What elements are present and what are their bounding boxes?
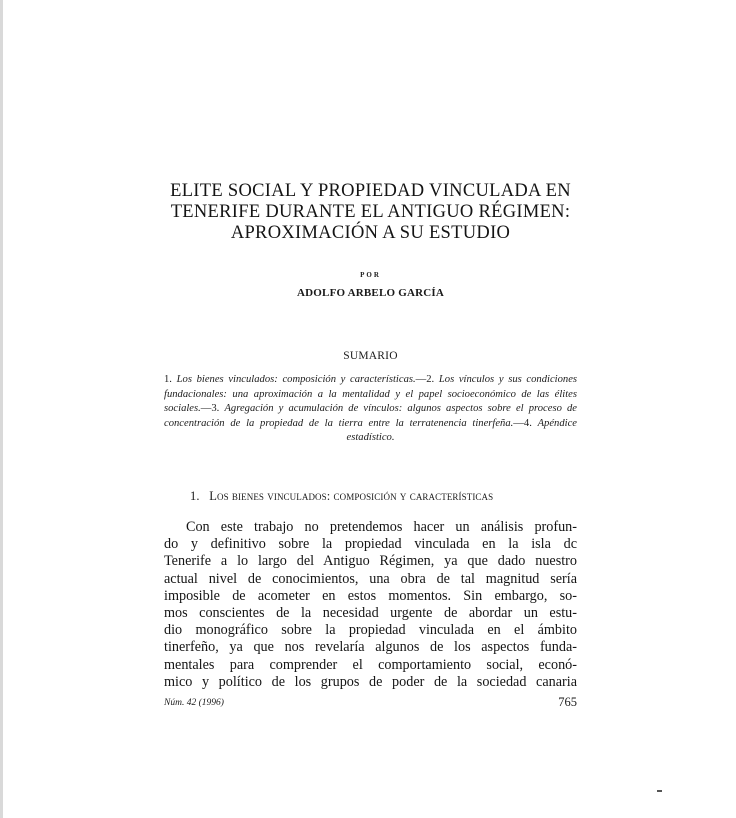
summary-item-text: Los vínculos y sus condiciones fundacionales: una aproximación a la mentalidad y el papel socioeconómico de las élites sociales. bbox=[164, 374, 578, 414]
section-heading bbox=[190, 489, 493, 504]
summary-item-number: 1. bbox=[164, 374, 177, 385]
byline-prefix: POR bbox=[360, 271, 381, 279]
summary-item-text: Agregación y acumulación de vínculos: algunos aspectos sobre el proceso de concentración de la propiedad de la tierra entre la terratenencia tinerfeña. bbox=[164, 403, 577, 429]
section-title: Los bienes vinculados: composición y características bbox=[209, 489, 494, 503]
body-paragraph bbox=[164, 519, 577, 691]
title-line: TENERIFE DURANTE EL ANTIGUO RÉGIMEN: bbox=[170, 202, 571, 222]
article-title bbox=[164, 181, 577, 244]
body-line: mico y político de los grupos de poder de la sociedad canaria bbox=[164, 673, 577, 690]
summary-item-text: Apéndice estadístico. bbox=[346, 417, 577, 443]
title-line: APROXIMACIÓN A SU ESTUDIO bbox=[230, 223, 511, 243]
summary-item-number: —4. bbox=[513, 417, 538, 429]
body-line: Con este trabajo no pretendemos hacer un análisis profun- bbox=[186, 519, 577, 535]
author-name: ADOLFO ARBELO GARCÍA bbox=[296, 287, 445, 299]
page-number: 765 bbox=[558, 695, 577, 709]
summary-text bbox=[164, 373, 577, 446]
body-line: do y definitivo sobre la propiedad vinculada en la isla dc bbox=[164, 536, 577, 553]
summary-item-number: —3. bbox=[200, 403, 225, 414]
issue-label: Núm. 42 (1996) bbox=[164, 698, 224, 708]
scan-speck bbox=[657, 790, 662, 792]
page-left-edge bbox=[0, 0, 3, 818]
body-line: dio monográfico sobre la propiedad vinculada en el ámbito bbox=[164, 622, 577, 639]
summary-item-text: Los bienes vinculados: composición y características. bbox=[176, 374, 416, 385]
body-line: Tenerife a lo largo del Antiguo Régimen, ya que dado nuestro bbox=[164, 553, 577, 570]
body-line: mentales para comprender el comportamiento social, econó- bbox=[164, 656, 577, 673]
section-number: 1. bbox=[190, 489, 200, 503]
summary-item-number: —2. bbox=[415, 374, 439, 385]
summary-heading: SUMARIO bbox=[343, 350, 398, 362]
title-line: ELITE SOCIAL Y PROPIEDAD VINCULADA EN bbox=[170, 181, 571, 201]
body-line: imposible de acometer en estos momentos. Sin embargo, so- bbox=[164, 587, 577, 604]
body-line: actual nivel de conocimientos, una obra de tal magnitud sería bbox=[164, 570, 577, 587]
document-page bbox=[164, 0, 577, 818]
body-line: tinerfeño, ya que nos revelaría algunos de los aspectos funda- bbox=[164, 639, 577, 656]
body-line: mos conscientes de la necesidad urgente de abordar un estu- bbox=[164, 604, 577, 621]
